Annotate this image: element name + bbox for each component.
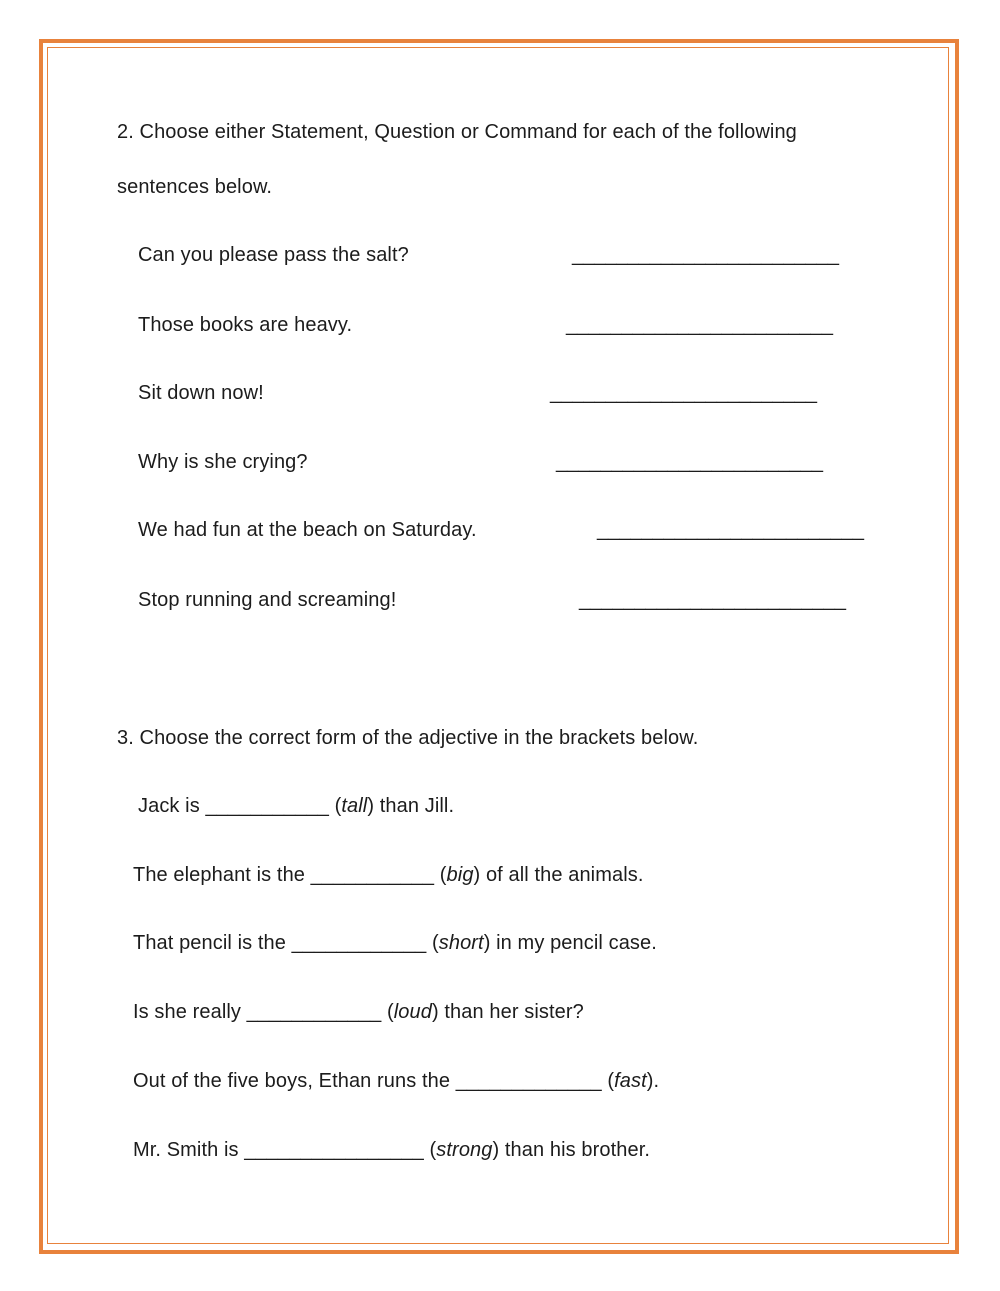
adjective-sentence-2-after: ) of all the animals.	[473, 864, 644, 886]
answer-blank-3[interactable]: ________________________	[550, 382, 817, 404]
adjective-word-6: strong	[436, 1139, 493, 1161]
adjective-sentence-4-after: ) than her sister?	[431, 1001, 584, 1023]
adjective-sentence-6-before: Mr. Smith is ________________ (	[133, 1139, 437, 1161]
answer-blank-2[interactable]: ________________________	[566, 314, 833, 336]
answer-blank-4[interactable]: ________________________	[556, 451, 823, 473]
answer-blank-1[interactable]: ________________________	[572, 244, 839, 266]
statement-sentence-2: Those books are heavy.	[138, 314, 353, 336]
adjective-word-4: loud	[393, 1001, 432, 1023]
adjective-sentence-5-before: Out of the five boys, Ethan runs the _____________ (	[133, 1070, 615, 1092]
adjective-sentence-4	[133, 1000, 584, 1024]
adjective-sentence-5	[133, 1069, 659, 1093]
page-border-inner	[47, 47, 949, 1244]
section2-heading-line2: sentences below.	[117, 176, 273, 198]
adjective-sentence-6-after: ) than his brother.	[492, 1139, 651, 1161]
adjective-word-3: short	[438, 932, 484, 954]
adjective-sentence-3-before: That pencil is the ____________ (	[133, 932, 439, 954]
answer-blank-5[interactable]: ________________________	[597, 519, 864, 541]
section3-heading: 3. Choose the correct form of the adjective in the brackets below.	[117, 727, 699, 749]
adjective-sentence-1-after: ) than Jill.	[367, 795, 455, 817]
adjective-sentence-3	[133, 931, 657, 955]
statement-sentence-6: Stop running and screaming!	[138, 589, 397, 611]
adjective-sentence-6	[133, 1138, 650, 1162]
adjective-sentence-1-before: Jack is ___________ (	[138, 795, 342, 817]
adjective-word-5: fast	[614, 1070, 647, 1092]
adjective-word-1: tall	[341, 795, 368, 817]
adjective-sentence-2-before: The elephant is the ___________ (	[133, 864, 447, 886]
adjective-sentence-4-before: Is she really ____________ (	[133, 1001, 394, 1023]
adjective-sentence-3-after: ) in my pencil case.	[483, 932, 657, 954]
adjective-sentence-1	[138, 794, 454, 818]
statement-sentence-4: Why is she crying?	[138, 451, 308, 473]
statement-sentence-3: Sit down now!	[138, 382, 264, 404]
adjective-word-2: big	[446, 864, 474, 886]
statement-sentence-5: We had fun at the beach on Saturday.	[138, 519, 477, 541]
adjective-sentence-5-after: ).	[646, 1070, 660, 1092]
section2-heading-line1: 2. Choose either Statement, Question or Command for each of the following	[117, 121, 797, 143]
answer-blank-6[interactable]: ________________________	[579, 589, 846, 611]
statement-sentence-1: Can you please pass the salt?	[138, 244, 409, 266]
adjective-sentence-2	[133, 863, 644, 887]
